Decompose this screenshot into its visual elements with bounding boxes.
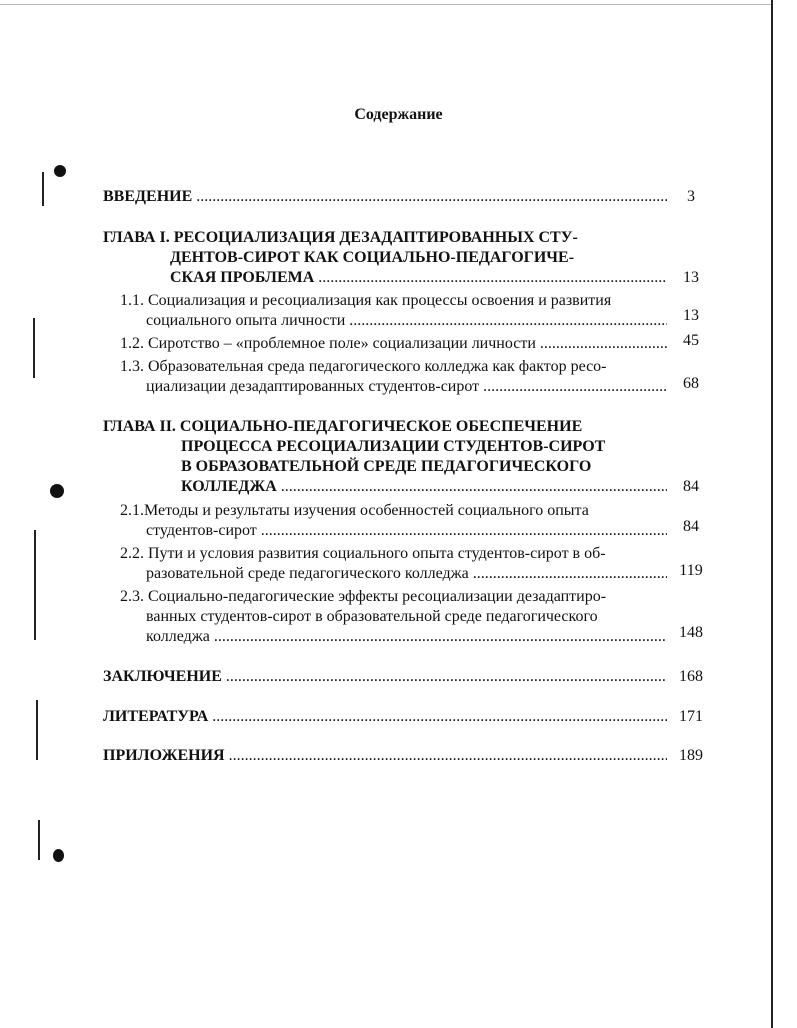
toc-page-number: 171 xyxy=(679,708,703,725)
page-title: Содержание xyxy=(354,106,443,123)
toc-section-2-2-line-1: 2.2. Пути и условия развития социального опыта студентов-сирот в об- xyxy=(120,545,606,562)
scan-artifact xyxy=(38,820,40,860)
toc-chapter-2-line-2: ПРОЦЕССА РЕСОЦИАЛИЗАЦИИ СТУДЕНТОВ-СИРОТ xyxy=(181,438,606,455)
toc-section-1-1-line-1: 1.1. Социализация и ресоциализация как процессы освоения и развития xyxy=(120,292,612,309)
toc-page-number: 68 xyxy=(683,375,699,392)
toc-chapter-2-line-3: В ОБРАЗОВАТЕЛЬНОЙ СРЕДЕ ПЕДАГОГИЧЕСКОГО xyxy=(181,458,592,475)
toc-section-2-3-line-2: ванных студентов-сирот в образовательной среде педагогического xyxy=(146,608,598,625)
toc-chapter-1-line-3: СКАЯ ПРОБЛЕМА ..... xyxy=(170,268,667,288)
toc-entry-label: ВВЕДЕНИЕ ..... xyxy=(103,188,667,205)
binding-hole-mark xyxy=(54,165,66,177)
toc-entry-literature: ЛИТЕРАТУРА ..... xyxy=(103,707,667,727)
toc-chapter-1-line-1: ГЛАВА I. РЕСОЦИАЛИЗАЦИЯ ДЕЗАДАПТИРОВАННЫХ СТУ- xyxy=(103,229,578,246)
toc-section-2-1-line-2: студентов-сирот ..... xyxy=(146,521,667,541)
toc-chapter-1-line-2: ДЕНТОВ-СИРОТ КАК СОЦИАЛЬНО-ПЕДАГОГИЧЕ- xyxy=(170,249,575,266)
scan-artifact xyxy=(36,700,38,760)
toc-page-number: 148 xyxy=(679,624,703,641)
toc-page-number: 84 xyxy=(683,478,699,495)
toc-page-number: 84 xyxy=(683,518,699,535)
toc-section-2-1-line-1: 2.1.Методы и результаты изучения особенностей социального опыта xyxy=(120,502,589,519)
binding-hole-mark xyxy=(50,484,64,498)
page-top-edge xyxy=(0,4,773,5)
page-right-edge xyxy=(771,0,773,1028)
toc-page-number: 13 xyxy=(683,269,699,286)
toc-page-number: 13 xyxy=(683,307,699,324)
scan-artifact xyxy=(33,318,35,378)
scan-artifact xyxy=(34,530,36,640)
toc-chapter-2-line-1: ГЛАВА II. СОЦИАЛЬНО-ПЕДАГОГИЧЕСКОЕ ОБЕСПЕЧЕНИЕ xyxy=(103,418,583,435)
toc-entry-appendices: ПРИЛОЖЕНИЯ ..... xyxy=(103,746,667,766)
toc-entry-intro xyxy=(103,187,667,207)
scan-artifact xyxy=(42,172,44,206)
toc-page-number: 45 xyxy=(683,332,699,349)
binding-hole-mark xyxy=(53,849,64,862)
toc-page-number: 3 xyxy=(687,188,695,205)
toc-chapter-2-line-4: КОЛЛЕДЖА ..... xyxy=(181,477,667,497)
toc-section-1-3-line-2: циализации дезадаптированных студентов-сирот ..... xyxy=(146,377,667,397)
toc-page-number: 189 xyxy=(679,747,703,764)
toc-section-1-2: 1.2. Сиротство – «проблемное поле» социализации личности ..... xyxy=(120,334,667,354)
toc-page-number: 119 xyxy=(679,562,703,579)
toc-entry-conclusion: ЗАКЛЮЧЕНИЕ ..... xyxy=(103,667,667,687)
toc-section-2-3-line-1: 2.3. Социально-педагогические эффекты ресоциализации дезадаптиро- xyxy=(120,588,607,605)
toc-section-2-2-line-2: разовательной среде педагогического колледжа ..... xyxy=(146,564,667,584)
toc-section-2-3-line-3: колледжа ..... xyxy=(146,627,667,647)
toc-section-1-1-line-2: социального опыта личности ..... xyxy=(146,311,667,331)
toc-page-number: 168 xyxy=(679,668,703,685)
toc-section-1-3-line-1: 1.3. Образовательная среда педагогического колледжа как фактор ресо- xyxy=(120,358,607,375)
